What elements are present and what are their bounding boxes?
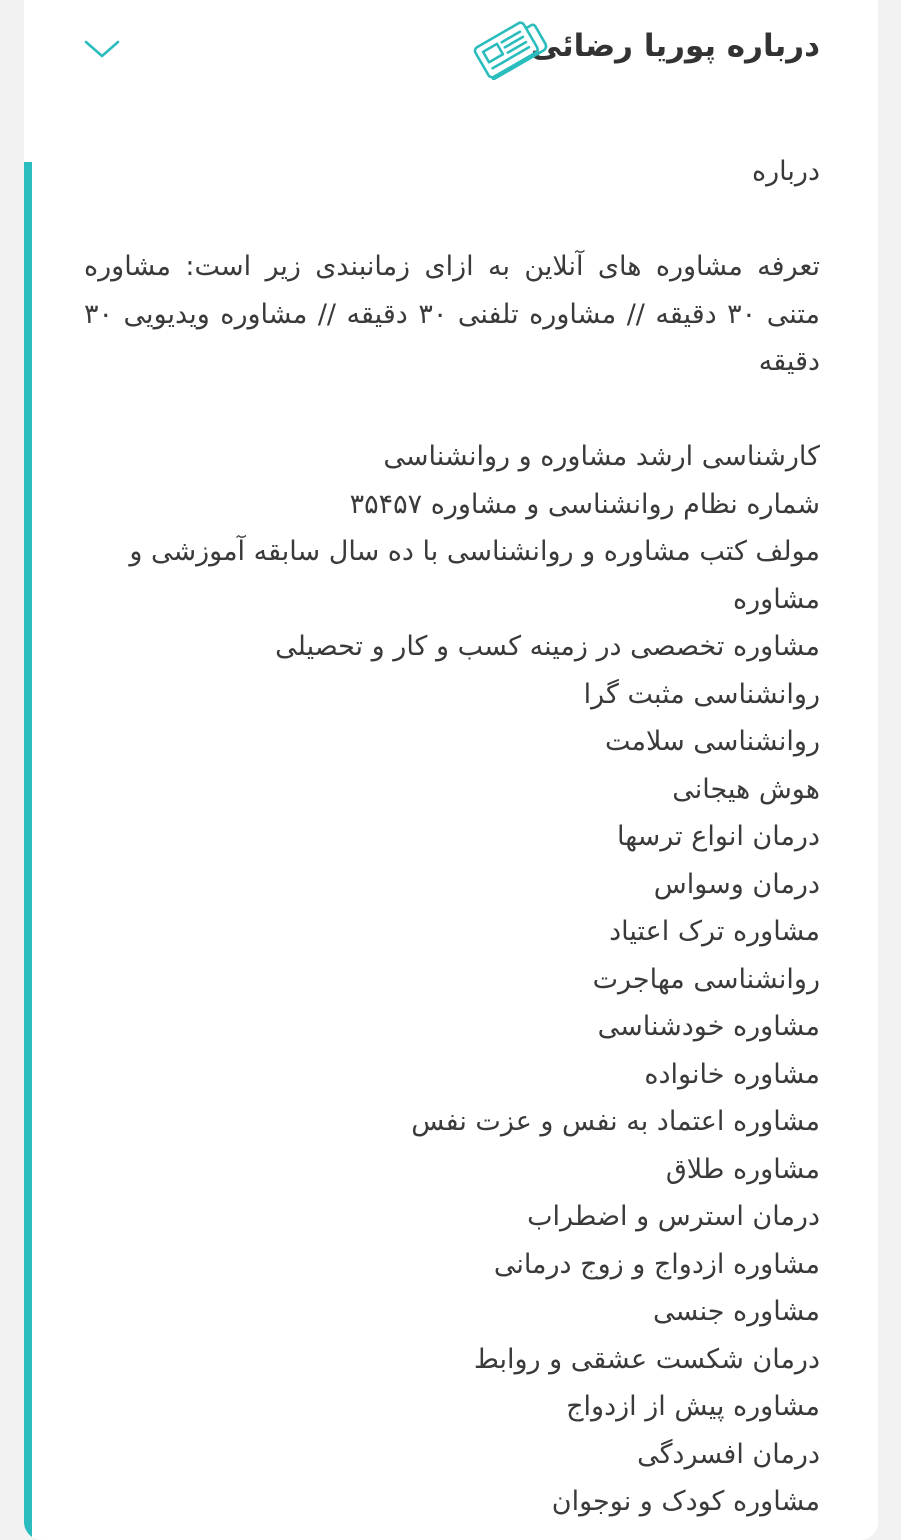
about-content (84, 148, 820, 1526)
list-item: شماره نظام روانشناسی و مشاوره ۳۵۴۵۷ (349, 488, 820, 520)
newspaper-icon (468, 18, 548, 80)
list-item: مشاوره ترک اعتیاد (609, 916, 820, 947)
about-card (24, 0, 878, 1540)
list-item: مشاوره کودک و نوجوان (551, 1486, 820, 1517)
list-item: هوش هیجانی (672, 773, 820, 805)
list-item: مشاوره خانواده (644, 1058, 820, 1090)
list-item: درمان افسردگی (637, 1438, 820, 1470)
list-item: مشاوره پیش از ازدواج (566, 1391, 820, 1422)
list-item: مشاوره ازدواج و زوج درمانی (493, 1248, 820, 1280)
tariff-text: تعرفه مشاوره های آنلاین به ازای زمانبندی زیر است: مشاوره متنی ۳۰ دقیقه // مشاوره تلفنی ۳۰ دقیقه // مشاوره ویدیویی ۳۰ دقیقه (84, 251, 820, 377)
section-label: درباره (752, 156, 820, 187)
list-item: درمان استرس و اضطراب (527, 1201, 820, 1232)
list-item: مشاوره طلاق (665, 1153, 820, 1185)
list-item: مشاوره اعتماد به نفس و عزت نفس (411, 1106, 820, 1137)
accordion-header[interactable] (24, 0, 878, 124)
list-item: روانشناسی مهاجرت (592, 963, 820, 995)
list-item: درمان شکست عشقی و روابط (473, 1343, 820, 1375)
list-item: روانشناسی سلامت (605, 726, 820, 757)
list-item: درمان وسواس (653, 868, 820, 900)
list-item: مشاوره خودشناسی (597, 1011, 820, 1042)
list-item: کارشناسی ارشد مشاوره و روانشناسی (383, 441, 820, 472)
list-item: مشاوره تخصصی در زمینه کسب و کار و تحصیلی (275, 631, 820, 662)
list-item: روانشناسی مثبت گرا (583, 678, 820, 710)
specialty-list (84, 433, 820, 1526)
list-item: درمان انواع ترسها (616, 821, 820, 852)
list-item: مولف کتب مشاوره و روانشناسی با ده سال سابقه آموزشی و مشاوره (129, 536, 820, 615)
list-item: مشاوره جنسی (652, 1296, 820, 1327)
accent-bar (24, 162, 32, 1540)
chevron-down-icon[interactable] (82, 34, 122, 62)
section-title: درباره پوریا رضائی (530, 28, 820, 64)
